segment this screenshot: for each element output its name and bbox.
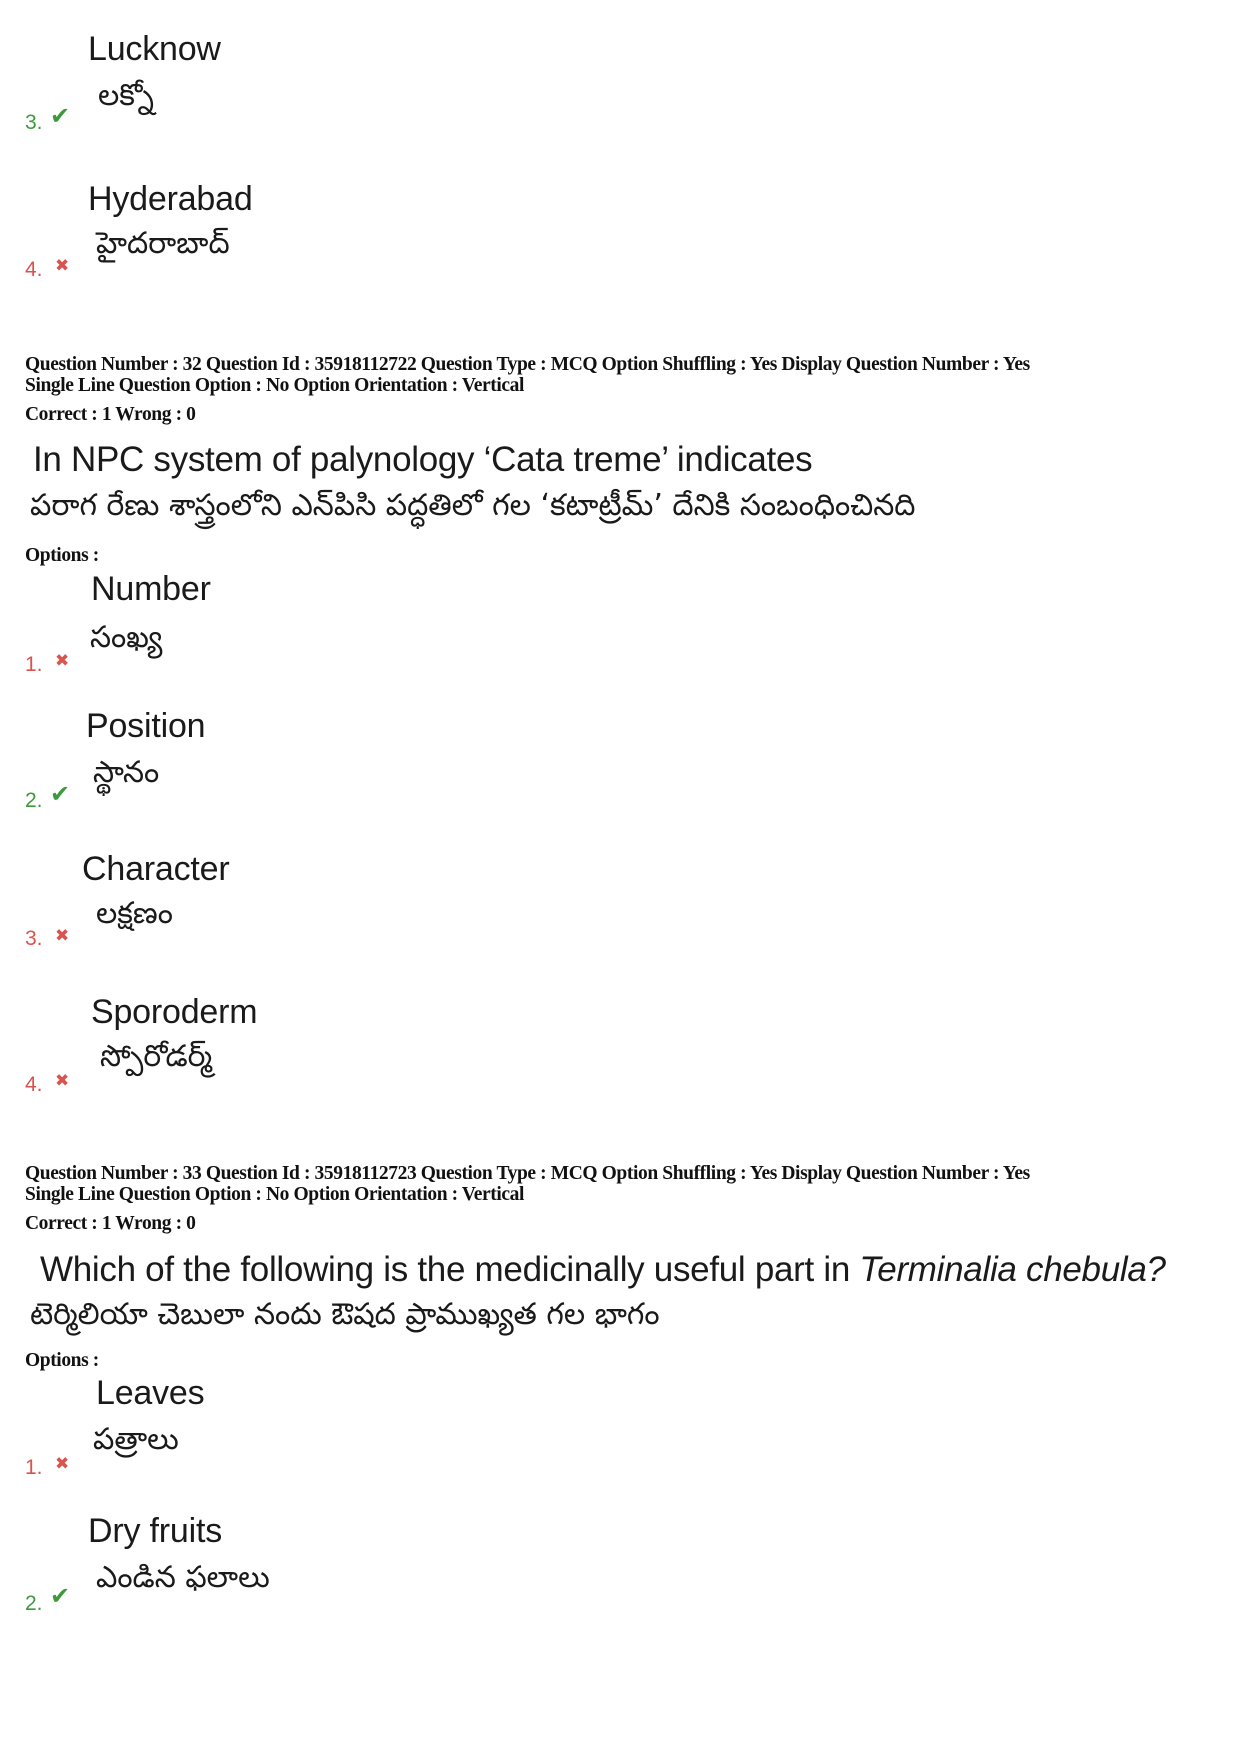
option-number: 1. xyxy=(25,1456,43,1479)
question-meta: Question Number : 32 Question Id : 35918112722 Question Type : MCQ Option Shuffling : Yes Display Question Number : Yes xyxy=(25,354,1030,375)
option-telugu: సంఖ్య xyxy=(90,620,163,655)
marking-scheme: Correct : 1 Wrong : 0 xyxy=(25,1213,196,1234)
question-text-english xyxy=(40,1250,1166,1290)
option-number: 2. xyxy=(25,1592,43,1615)
check-icon: ✔ xyxy=(50,102,71,130)
option-english: Sporoderm xyxy=(91,993,258,1031)
cross-icon: ✖ xyxy=(55,651,70,671)
options-label: Options : xyxy=(25,545,99,566)
option-english: Number xyxy=(91,570,211,608)
question-meta: Question Number : 33 Question Id : 35918112723 Question Type : MCQ Option Shuffling : Yes Display Question Number : Yes xyxy=(25,1163,1030,1184)
option-english: Dry fruits xyxy=(88,1512,223,1550)
option-telugu: స్థానం xyxy=(93,755,160,790)
options-label: Options : xyxy=(25,1350,99,1371)
option-english: Lucknow xyxy=(88,30,221,68)
option-telugu: లక్నో xyxy=(98,78,154,113)
question-text-telugu: టెర్మిలియా చెబులా నందు ఔషద ప్రాముఖ్యత గల భాగం xyxy=(30,1297,660,1332)
option-number: 3. xyxy=(25,111,43,134)
option-english: Leaves xyxy=(96,1374,205,1412)
question-text-species: Terminalia chebula? xyxy=(859,1250,1166,1289)
cross-icon: ✖ xyxy=(55,926,70,946)
question-meta-line2: Single Line Question Option : No Option Orientation : Vertical xyxy=(25,1184,525,1205)
option-telugu: పత్రాలు xyxy=(93,1422,179,1457)
option-english: Position xyxy=(86,707,206,745)
question-text-plain: Which of the following is the medicinally useful part in xyxy=(40,1250,860,1289)
option-english: Hyderabad xyxy=(88,180,253,218)
marking-scheme: Correct : 1 Wrong : 0 xyxy=(25,404,196,425)
question-text-english: In NPC system of palynology ‘Cata treme’ indicates xyxy=(33,440,813,479)
check-icon: ✔ xyxy=(50,780,71,808)
option-telugu: ఎండిన ఫలాలు xyxy=(96,1560,270,1595)
option-telugu: హైదరాబాద్ xyxy=(96,226,230,261)
cross-icon: ✖ xyxy=(55,1454,70,1474)
check-icon: ✔ xyxy=(50,1582,71,1610)
option-number: 2. xyxy=(25,789,43,812)
option-telugu: లక్షణం xyxy=(96,896,173,931)
cross-icon: ✖ xyxy=(55,256,70,276)
question-text-telugu: పరాగ రేణు శాస్త్రంలోని ఎన్‌పిసి పద్ధతిలో గల ‘కటాట్రీమ్’ దేనికి సంబంధించినది xyxy=(30,488,916,523)
option-number: 3. xyxy=(25,927,43,950)
option-number: 1. xyxy=(25,653,43,676)
option-number: 4. xyxy=(25,258,43,281)
option-telugu: స్పోరోడర్మ్ xyxy=(100,1039,213,1074)
option-english: Character xyxy=(82,850,230,888)
question-meta-line2: Single Line Question Option : No Option Orientation : Vertical xyxy=(25,375,525,396)
option-number: 4. xyxy=(25,1073,43,1096)
cross-icon: ✖ xyxy=(55,1071,70,1091)
